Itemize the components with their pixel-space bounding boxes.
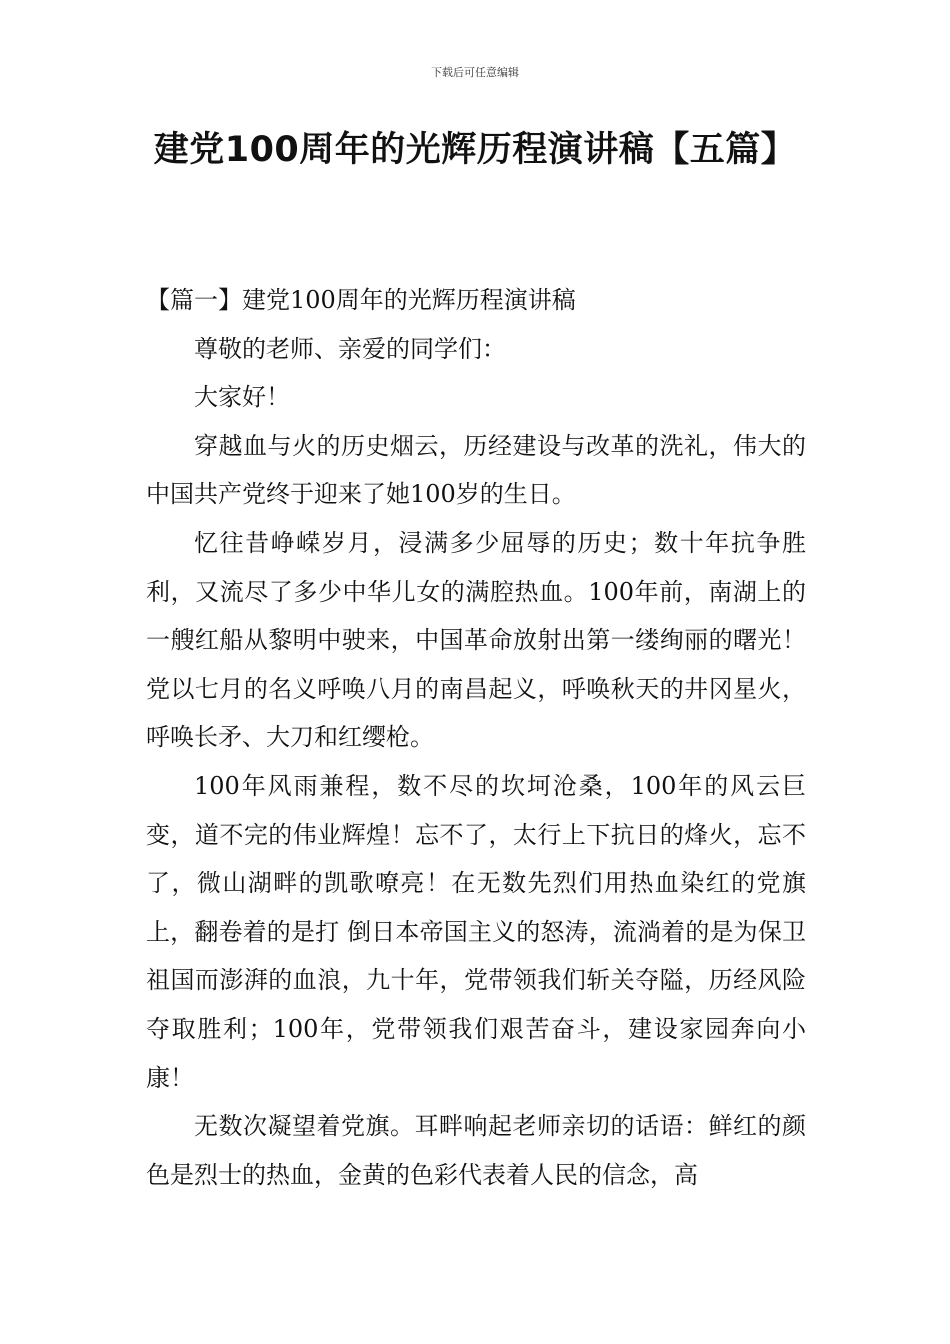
document-title: 建党100周年的光辉历程演讲稿【五篇】 — [153, 130, 797, 170]
section-heading: 【篇一】建党100周年的光辉历程演讲稿 — [146, 286, 576, 314]
paragraph: 忆往昔峥嵘岁月，浸满多少屈辱的历史；数十年抗争胜利，又流尽了多少中华儿女的满腔热血。100年前，南湖上的一艘红船从黎明中驶来，中国革命放射出第一缕绚丽的曙光！党以七月的名义呼唤八月的南昌起义，呼唤秋天的井冈星火，呼唤长矛、大刀和红缨枪。 — [146, 528, 806, 752]
page-header-note: 下载后可任意编辑 — [431, 66, 519, 79]
paragraph: 无数次凝望着党旗。耳畔响起老师亲切的话语：鲜红的颜色是烈士的热血，金黄的色彩代表着人民的信念，高 — [146, 1112, 806, 1189]
paragraph: 100年风雨兼程，数不尽的坎坷沧桑，100年的风云巨变，道不完的伟业辉煌！忘不了，太行上下抗日的烽火，忘不了，微山湖畔的凯歌嘹亮！在无数先烈们用热血染红的党旗上，翻卷着的是打 倒日本帝国主义的怒涛，流淌着的是为保卫祖国而澎湃的血浪，九十年，党带领我们斩关夺隘，历经风险夺取胜利；100年，党带领我们艰苦奋斗，建设家园奔向小康！ — [146, 771, 806, 1092]
document-body — [146, 276, 806, 1199]
paragraph-salutation: 尊敬的老师、亲爱的同学们： — [194, 334, 506, 363]
paragraph-greeting: 大家好！ — [194, 383, 290, 412]
paragraph: 穿越血与火的历史烟云，历经建设与改革的洗礼，伟大的中国共产党终于迎来了她100岁的生日。 — [146, 431, 806, 509]
